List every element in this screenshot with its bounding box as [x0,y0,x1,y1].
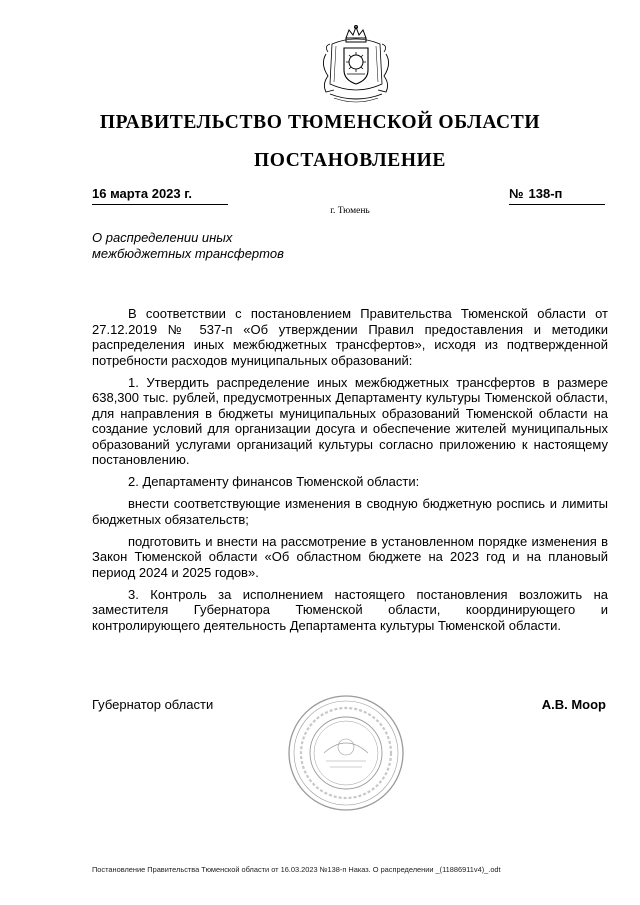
city-label: г. Тюмень [330,206,370,216]
document-type: ПОСТАНОВЛЕНИЕ [253,150,447,171]
document-body [92,306,608,640]
document-number [509,186,605,205]
coat-of-arms-icon [316,24,396,106]
body-paragraph: В соответствии с постановлением Правительства Тюменской области от 27.12.2019 № 537-п «Об утверждении Правил предоставления и методики распределения иных межбюджетных трансфертов», исходя из подтвержденной потребности расходов муниципальных образований: [92,306,608,368]
body-paragraph: 2. Департаменту финансов Тюменской области: [128,474,420,489]
page-footer: Постановление Правительства Тюменской области от 16.03.2023 №138-п Наказ. О распределении _(11886911v4)_.odt [92,865,501,874]
document-date: 16 марта 2023 г. [92,186,228,205]
signer-position: Губернатор области [92,697,214,712]
body-paragraph: внести соответствующие изменения в сводную бюджетную роспись и лимиты бюджетных обязательств; [92,496,608,527]
body-paragraph: подготовить и внести на рассмотрение в установленном порядке изменения в Закон Тюменской области «Об областном бюджете на 2023 год и на плановый период 2024 и 2025 годов». [92,533,608,580]
signer-name: А.В. Моор [541,697,606,712]
official-seal [286,693,406,813]
government-title: ПРАВИТЕЛЬСТВО ТЮМЕНСКОЙ ОБЛАСТИ [99,112,541,133]
document-subject [92,230,352,261]
body-paragraph: 3. Контроль за исполнением настоящего постановления возложить на заместителя Губернатора Тюменской области, координирующего и контролирующего деятельность Департамента культуры Тюменской области. [92,586,608,633]
body-paragraph: 1. Утвердить распределение иных межбюджетных трансфертов в размере 638,300 тыс. рублей, предусмотренных Департаменту культуры Тюменской области, для направления в бюджеты муниципальных образований Тюменской области на создание условий для организации досуга и обеспечение жителей муниципальных образований услугами организаций культуры согласно приложению к настоящему постановлению. [92,374,608,467]
number-sign: № [509,186,524,201]
number-value: 138-п [528,186,563,201]
subject-line: межбюджетных трансфертов [92,245,284,261]
subject-line: О распределении иных [92,230,233,245]
